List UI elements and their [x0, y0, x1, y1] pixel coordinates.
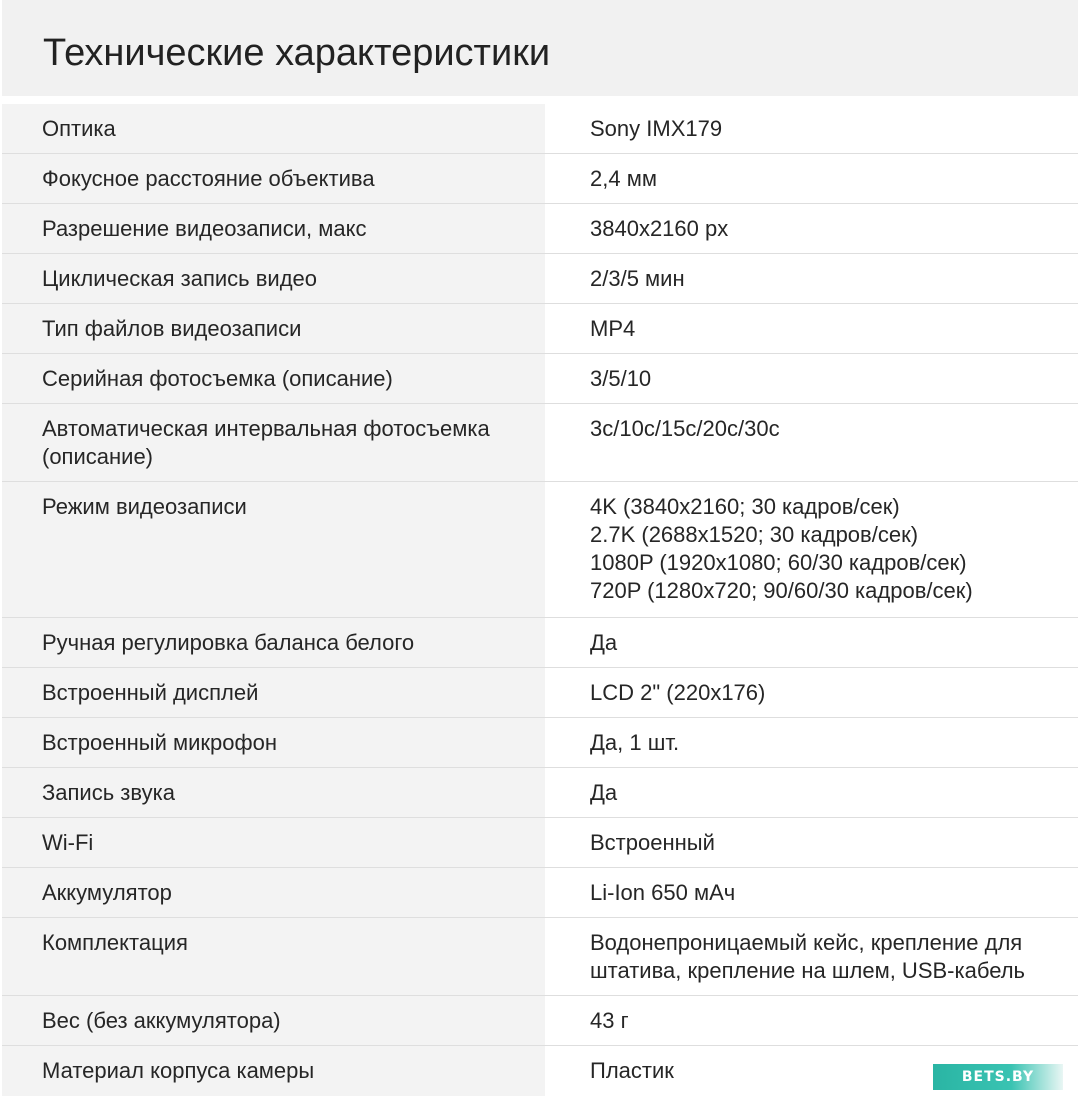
spec-label: Тип файлов видеозаписи [2, 304, 545, 353]
spec-value: Li-Ion 650 мАч [545, 868, 1078, 917]
spec-row [2, 718, 1078, 768]
spec-label: Разрешение видеозаписи, макс [2, 204, 545, 253]
spec-value: 3/5/10 [545, 354, 1078, 403]
spec-row [2, 304, 1078, 354]
spec-label: Встроенный микрофон [2, 718, 545, 767]
spec-value: 2,4 мм [545, 154, 1078, 203]
spec-row [2, 668, 1078, 718]
spec-value: Sony IMX179 [545, 104, 1078, 153]
spec-label: Запись звука [2, 768, 545, 817]
spec-label: Фокусное расстояние объектива [2, 154, 545, 203]
spec-value: Да [545, 768, 1078, 817]
spec-row [2, 1046, 1078, 1096]
spec-value: Да, 1 шт. [545, 718, 1078, 767]
spec-value: 2/3/5 мин [545, 254, 1078, 303]
spec-row [2, 918, 1078, 996]
spec-row [2, 154, 1078, 204]
spec-value: 4K (3840x2160; 30 кадров/сек) 2.7K (2688x1520; 30 кадров/сек) 1080P (1920x1080; 60/30 кадров/сек) 720P (1280x720; 90/60/30 кадров/сек) [545, 482, 1078, 617]
spec-value: 43 г [545, 996, 1078, 1045]
spec-row [2, 768, 1078, 818]
spec-row [2, 618, 1078, 668]
spec-label: Серийная фотосъемка (описание) [2, 354, 545, 403]
page-title: Технические характеристики [43, 32, 551, 74]
spec-row [2, 204, 1078, 254]
spec-value: Да [545, 618, 1078, 667]
watermark-logo: BETS.BY [933, 1064, 1063, 1090]
spec-row [2, 868, 1078, 918]
spec-label: Wi-Fi [2, 818, 545, 867]
spec-row [2, 818, 1078, 868]
spec-value: 3с/10с/15с/20с/30с [545, 404, 1078, 481]
spec-value: 3840x2160 px [545, 204, 1078, 253]
page-header [2, 0, 1078, 96]
spec-value: MP4 [545, 304, 1078, 353]
spec-row [2, 482, 1078, 618]
spec-label: Циклическая запись видео [2, 254, 545, 303]
spec-value: LCD 2" (220x176) [545, 668, 1078, 717]
spec-label: Встроенный дисплей [2, 668, 545, 717]
spec-value: Водонепроницаемый кейс, крепление для штатива, крепление на шлем, USB-кабель [545, 918, 1078, 995]
spec-row [2, 354, 1078, 404]
spec-label: Автоматическая интервальная фотосъемка (описание) [2, 404, 545, 481]
spec-label: Режим видеозаписи [2, 482, 545, 617]
spec-label: Аккумулятор [2, 868, 545, 917]
spec-row [2, 996, 1078, 1046]
spec-value: Пластик [545, 1046, 1078, 1096]
spec-label: Оптика [2, 104, 545, 153]
spec-label: Вес (без аккумулятора) [2, 996, 545, 1045]
spec-label: Ручная регулировка баланса белого [2, 618, 545, 667]
spec-row [2, 404, 1078, 482]
spec-row [2, 104, 1078, 154]
specs-table [2, 104, 1078, 1096]
spec-label: Комплектация [2, 918, 545, 995]
spec-row [2, 254, 1078, 304]
spec-label: Материал корпуса камеры [2, 1046, 545, 1096]
spec-value: Встроенный [545, 818, 1078, 867]
